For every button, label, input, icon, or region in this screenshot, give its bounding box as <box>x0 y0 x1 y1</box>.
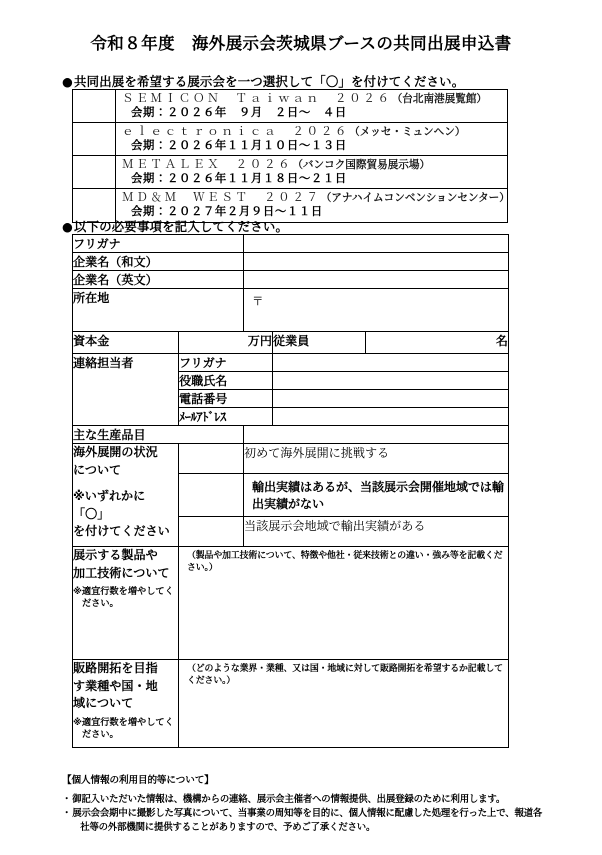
bullet-icon: ● <box>62 74 74 89</box>
privacy-notice-title: 【個人情報の利用目的等について】 <box>62 775 214 786</box>
exhibition-name-text: ＭＥＴＡＬＥＸ ２０２６ <box>122 157 293 172</box>
label-contact-phone: 電話番号 <box>179 390 273 408</box>
overseas-label-line2: について <box>73 462 122 477</box>
label-products-technology <box>73 547 179 660</box>
table-row-company-ja <box>73 253 509 271</box>
postal-code-mark: 〒 <box>252 294 264 308</box>
privacy-item-1-line1: 御記入いただいた情報は、機構からの連絡、展示会主催者への情報提供、出展登録のために利用します。 <box>72 794 506 805</box>
label-main-products: 主な生産品目 <box>73 426 244 444</box>
label-company-name-en: 企業名（英文） <box>73 271 244 289</box>
section-heading-text: 以下の必要事項を記入してください。 <box>74 219 289 234</box>
table-row <box>73 90 508 123</box>
markets-label-line2: す業種や国・地 <box>73 678 158 693</box>
exhibition-venue-text: （アナハイムコンベンションセンター） <box>320 192 510 205</box>
markets-label-line3: 域について <box>73 696 134 711</box>
label-address: 所在地 <box>73 289 244 332</box>
overseas-option-text-1: 初めて海外展開に挑戦する <box>244 444 509 474</box>
table-row-capital-employees <box>73 332 509 354</box>
table-row-furigana <box>73 235 509 253</box>
section-heading-required-fields <box>62 217 288 235</box>
exhibition-mark-cell-electronica[interactable] <box>73 123 116 156</box>
input-furigana[interactable] <box>244 235 509 253</box>
list-bullet-icon: ・ <box>62 808 72 820</box>
label-contact-email: ﾒｰﾙｱﾄﾞﾚｽ <box>179 408 273 426</box>
table-row <box>73 156 508 189</box>
input-capital[interactable] <box>179 332 273 354</box>
products-note-line2: ださい。 <box>82 598 119 610</box>
bullet-icon: ● <box>62 219 74 234</box>
markets-label-line1: 販路開拓を目指 <box>73 661 158 675</box>
list-item <box>62 793 562 807</box>
products-note-line1: ※適宜行数を増やしてく <box>73 586 174 598</box>
markets-note-line2: ださい。 <box>82 728 119 740</box>
exhibition-name-text: ＭＤ＆Ｍ ＷＥＳＴ ２０２７ <box>122 190 321 205</box>
input-contact-furigana[interactable] <box>273 354 509 372</box>
label-contact-person: 連絡担当者 <box>73 354 179 426</box>
overseas-label-line3: ※いずれかに「〇」 <box>73 489 146 521</box>
table-row-address <box>73 289 509 332</box>
products-hint-text: （製品や加工技術について、特徴や他社・従来技術との違い・強み等を記載ください。） <box>187 551 503 573</box>
exhibition-name-text: ｅｌｅｃｔｒｏｎｉｃａ ２０２６ <box>122 124 350 139</box>
label-contact-furigana: フリガナ <box>179 354 273 372</box>
overseas-option-text-3: 当該展示会地域で輸出実績がある <box>244 517 509 547</box>
privacy-notice-item-2 <box>72 807 562 835</box>
table-row-main-products <box>73 426 509 444</box>
employees-unit: 名 <box>495 334 509 348</box>
exhibition-venue-text: （メッセ・ミュンヘン） <box>349 126 466 139</box>
list-bullet-icon: ・ <box>62 794 72 805</box>
input-contact-email[interactable] <box>273 408 509 426</box>
exhibition-period-electronica: 会期：２０２６年１１月１０日～１３日 <box>131 137 347 152</box>
exhibition-period-semicon: 会期：２０２６年 ９月 ２日～ ４日 <box>131 104 347 119</box>
spacer <box>73 479 178 488</box>
label-market-development <box>73 660 179 748</box>
overseas-label-line4: を付けてください <box>73 524 170 539</box>
label-overseas-status <box>73 444 179 547</box>
label-capital: 資本金 <box>73 332 179 354</box>
section-heading-exhibition-choice <box>62 72 464 90</box>
list-item <box>62 807 562 835</box>
exhibition-name-electronica <box>122 125 507 139</box>
overseas-mark-cell-3[interactable] <box>179 517 244 547</box>
markets-note-line1: ※適宜行数を増やしてく <box>73 716 174 728</box>
exhibition-name-metalex <box>122 158 507 172</box>
exhibition-venue-text: （台北南港展覧館） <box>391 93 488 105</box>
input-market-development[interactable] <box>179 660 509 748</box>
overseas-option-text-2: 輸出実績はあるが、当該展示会開催地域では輸出実績がない <box>244 474 509 517</box>
table-row-company-en <box>73 271 509 289</box>
exhibition-period-metalex: 会期：２０２６年１１月１８日～２１日 <box>131 170 347 185</box>
table-row <box>73 123 508 156</box>
exhibition-period-mdmwest: 会期：２０２７年２月９日～１１日 <box>131 204 323 219</box>
products-note <box>73 586 178 610</box>
input-company-name-ja[interactable] <box>244 253 509 271</box>
exhibition-name-text: ＳＥＭＩＣＯＮ Ｔａｉｗａｎ ２０２６ <box>122 91 392 105</box>
overseas-mark-cell-1[interactable] <box>179 444 244 474</box>
input-contact-phone[interactable] <box>273 390 509 408</box>
table-row-market-development <box>73 660 509 748</box>
exhibition-mark-cell-metalex[interactable] <box>73 156 116 189</box>
label-contact-title-name: 役職氏名 <box>179 372 273 390</box>
overseas-mark-cell-2[interactable] <box>179 474 244 517</box>
input-employees[interactable] <box>366 332 509 354</box>
exhibition-info-metalex <box>116 156 508 189</box>
input-products-technology[interactable] <box>179 547 509 660</box>
table-row-products-tech <box>73 547 509 660</box>
page-title: 令和８年度 海外展示会茨城県ブースの共同出展申込書 <box>90 34 512 53</box>
input-main-products[interactable] <box>244 426 509 444</box>
exhibition-mark-cell-semicon[interactable] <box>73 90 116 123</box>
input-contact-title-name[interactable] <box>273 372 509 390</box>
exhibition-selection-table <box>72 89 508 223</box>
privacy-notice-item-1 <box>72 793 562 807</box>
markets-hint-text: （どのような業界・業種、又は国・地域に対して販路開拓を希望するか記載してください。） <box>187 664 503 686</box>
products-label-line1: 展示する製品や <box>73 548 158 562</box>
privacy-item-2-line2: 社等の外部機関に提供することがありますので、予めご了承ください。 <box>80 822 376 834</box>
privacy-notice-list <box>62 793 562 835</box>
table-row-overseas-option-1 <box>73 444 509 474</box>
section-heading-text: 共同出展を希望する展示会を一つ選択して「〇」を付けてください。 <box>74 74 465 89</box>
privacy-item-2-line1: 展示会会期中に撮影した写真について、当事業の周知等を目的に、個人情報に配慮した処理を行った上で、報道各 <box>72 808 543 820</box>
input-address[interactable] <box>244 289 509 332</box>
label-employees: 従業員 <box>273 332 366 354</box>
exhibition-venue-text: （バンコク国際貿易展示場） <box>292 159 431 172</box>
input-company-name-en[interactable] <box>244 271 509 289</box>
capital-unit: 万円 <box>247 334 272 348</box>
overseas-label-line1: 海外展開の状況 <box>73 445 158 459</box>
markets-note <box>73 717 178 741</box>
exhibition-info-semicon <box>116 90 508 123</box>
exhibition-name-mdmwest <box>122 190 510 205</box>
table-row-contact-furigana <box>73 354 509 372</box>
privacy-notice <box>62 772 562 835</box>
label-company-name-ja: 企業名（和文） <box>73 253 244 271</box>
exhibition-name-semicon <box>122 92 507 106</box>
application-details-table <box>72 234 509 748</box>
products-label-line2: 加工技術について <box>73 565 170 580</box>
exhibition-info-electronica <box>116 123 508 156</box>
label-furigana: フリガナ <box>73 235 244 253</box>
